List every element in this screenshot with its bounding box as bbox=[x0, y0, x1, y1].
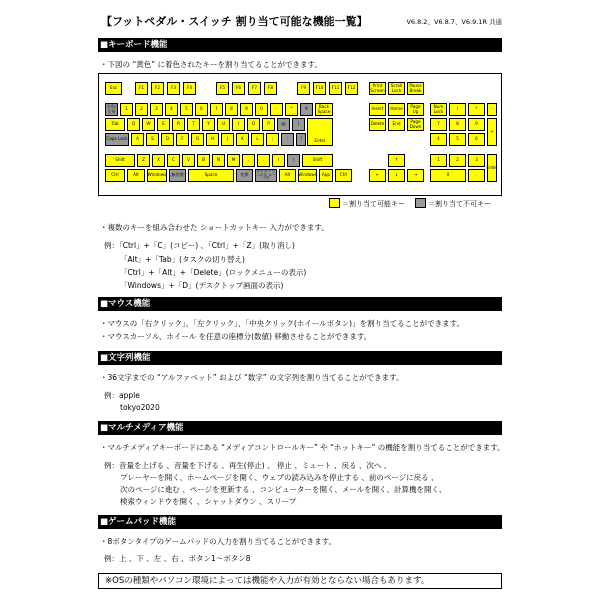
key-right-alt: Alt bbox=[279, 169, 296, 182]
keyboard-intro: ・下図の “黄色” に着色されたキーを割り当てることができます。 bbox=[100, 60, 322, 69]
key-left-ctrl: Ctrl bbox=[105, 169, 125, 182]
multimedia-line: ・マルチメディアキーボードにある “メディアコントロールキー” や “ホットキー” の機能を割り当てることができます。 bbox=[100, 443, 505, 452]
shortcut-example-3: 「Ctrl」+「Alt」+「Delete」(ロックメニューの表示) bbox=[120, 268, 307, 277]
multimedia-example-4: 検索ウィンドウを開く 、シャットダウン 、スリープ bbox=[120, 497, 297, 506]
key-f: F bbox=[176, 133, 189, 146]
gamepad-section-header: ■ゲームパッド機能 bbox=[98, 515, 502, 529]
keyboard-diagram bbox=[98, 73, 502, 196]
key-pause-break: Pause Break bbox=[407, 82, 424, 95]
page-title: 【フットペダル・スイッチ 割り当て可能な機能一覧】 bbox=[101, 15, 368, 28]
key-f11: F11 bbox=[329, 82, 342, 95]
key-tab: Tab bbox=[105, 118, 125, 131]
key-num-lock: Num Lock bbox=[430, 103, 447, 116]
key-space: Space bbox=[188, 169, 234, 182]
key-insert: Insert bbox=[369, 103, 386, 116]
key-s: S bbox=[146, 133, 159, 146]
key-arrow-down: ↓ bbox=[388, 169, 405, 182]
string-example-2: tokyo2020 bbox=[120, 403, 160, 412]
key-i: I bbox=[232, 118, 245, 131]
key-f3: F3 bbox=[167, 82, 180, 95]
multimedia-section-header: ■マルチメディア機能 bbox=[98, 421, 502, 435]
key-left-alt: Alt bbox=[127, 169, 145, 182]
key-numpad-asterisk: * bbox=[468, 103, 485, 116]
key-9: 9 bbox=[240, 103, 253, 116]
key-7: 7 bbox=[210, 103, 223, 116]
key-numpad-0: 0 bbox=[430, 169, 466, 182]
key-z: Z bbox=[137, 154, 150, 167]
key-yen: ¥ bbox=[300, 103, 313, 116]
key-hankaku: 半角/全角 bbox=[105, 103, 118, 116]
key-6: 6 bbox=[195, 103, 208, 116]
key-q: Q bbox=[127, 118, 140, 131]
key-arrow-left: ← bbox=[369, 169, 386, 182]
key-r: R bbox=[172, 118, 185, 131]
key-comma: , bbox=[242, 154, 255, 167]
key-2: 2 bbox=[135, 103, 148, 116]
key-left-shift: Shift bbox=[105, 154, 135, 167]
legend-assignable-label: ＝割り当て可能キー bbox=[342, 200, 405, 208]
key-numpad-6: 6 bbox=[468, 133, 485, 146]
key-semicolon: ; bbox=[266, 133, 279, 146]
footer-note: ※OSの種類やパソコン環境によっては機能や入力が有効とならない場合もあります。 bbox=[98, 573, 502, 589]
keyboard-section-header: ■キーボード機能 bbox=[98, 38, 502, 52]
key-w: W bbox=[142, 118, 155, 131]
key-n: N bbox=[212, 154, 225, 167]
mouse-section-header: ■マウス機能 bbox=[98, 297, 502, 311]
key-right-windows: Windows bbox=[298, 169, 317, 182]
key-caret: ^ bbox=[285, 103, 298, 116]
key-v: V bbox=[182, 154, 195, 167]
key-period: . bbox=[257, 154, 270, 167]
version-label: V6.8.2、V6.8.7、V6.9.1R 共通 bbox=[406, 18, 502, 26]
key-3: 3 bbox=[150, 103, 163, 116]
key-caps-lock: Caps Lock bbox=[105, 133, 129, 146]
string-section-header: ■文字列機能 bbox=[98, 351, 502, 365]
key-backspace: Back Space bbox=[315, 103, 333, 116]
key-scroll-lock: Scroll Lock bbox=[388, 82, 405, 95]
key-numpad-1: 1 bbox=[430, 154, 447, 167]
key-henkan: 変換 bbox=[236, 169, 253, 182]
key-kana: カタカナ ひらがな ローマ字 bbox=[256, 168, 276, 181]
key-numpad-5: 5 bbox=[449, 133, 466, 146]
key-u: U bbox=[217, 118, 230, 131]
mouse-line-2: ・マウスカーソル、ホイール を任意の座標分(数値) 移動させることができます。 bbox=[100, 332, 372, 341]
key-left-bracket: [ bbox=[292, 118, 305, 131]
key-o: O bbox=[247, 118, 260, 131]
key-right-bracket: ] bbox=[296, 133, 306, 146]
key-4: 4 bbox=[165, 103, 178, 116]
key-8: 8 bbox=[225, 103, 238, 116]
key-x: X bbox=[152, 154, 165, 167]
key-5: 5 bbox=[180, 103, 193, 116]
key-f10: F10 bbox=[313, 82, 326, 95]
key-0: 0 bbox=[255, 103, 268, 116]
mouse-line-1: ・マウスの「右クリック」、「左クリック」、「中央クリック(ホイールボタン)」を割り当てることができます。 bbox=[100, 319, 464, 328]
key-j: J bbox=[221, 133, 234, 146]
key-app: App bbox=[319, 169, 333, 182]
key-numpad-4: 4 bbox=[430, 133, 447, 146]
key-right-ctrl: Ctrl bbox=[335, 169, 352, 182]
key-f9: F9 bbox=[297, 82, 310, 95]
key-b: B bbox=[197, 154, 210, 167]
key-numpad-3: 3 bbox=[468, 154, 485, 167]
key-slash: / bbox=[272, 154, 285, 167]
key-c: C bbox=[167, 154, 180, 167]
key-f5: F5 bbox=[216, 82, 229, 95]
key-end: End bbox=[388, 118, 405, 131]
shortcut-example-1: 例：「Ctrl」+「C」(コピー) 、「Ctrl」+「Z」(取り消し) bbox=[104, 241, 295, 250]
key-k: K bbox=[236, 133, 249, 146]
key-page-up: Page Up bbox=[407, 103, 424, 116]
key-f4: F4 bbox=[183, 82, 196, 95]
gamepad-example: 例：上 、下 、左 、右 、ボタン1～ボタン8 bbox=[104, 554, 251, 563]
shortcut-example-4: 「Windows」+「D」(デスクトップ画面の表示) bbox=[120, 281, 284, 290]
key-f7: F7 bbox=[248, 82, 261, 95]
string-line: ・36文字までの “アルファベット” および “数字” の文字列を割り当てることができます。 bbox=[100, 373, 404, 382]
key-home: Home bbox=[388, 103, 405, 116]
key-numpad-slash: / bbox=[449, 103, 466, 116]
key-f6: F6 bbox=[232, 82, 245, 95]
key-numpad-minus: - bbox=[487, 103, 497, 116]
shortcut-text: ・複数のキーを組み合わせた ショートカットキー 入力ができます。 bbox=[100, 223, 329, 232]
key-f12: F12 bbox=[345, 82, 358, 95]
gamepad-line: ・8ボタンタイプのゲームパッドの入力を割り当てることができます。 bbox=[100, 537, 336, 546]
key-right-shift: Shift bbox=[302, 154, 333, 167]
key-minus: - bbox=[270, 103, 283, 116]
key-h: H bbox=[206, 133, 219, 146]
key-t: T bbox=[187, 118, 200, 131]
key-delete: Delete bbox=[369, 118, 386, 131]
key-page-down: Page Down bbox=[407, 118, 424, 131]
key-g: G bbox=[191, 133, 204, 146]
legend-not-assignable-swatch bbox=[415, 198, 426, 208]
key-left-windows: Windows bbox=[147, 169, 167, 182]
multimedia-example-3: 次のページに進む 、ページを更新する 、コンピューターを開く、メールを開く、計算機を開く、 bbox=[120, 485, 447, 494]
key-f2: F2 bbox=[151, 82, 164, 95]
key-numpad-period: . bbox=[468, 169, 485, 182]
key-f1: F1 bbox=[135, 82, 148, 95]
key-l: L bbox=[251, 133, 264, 146]
key-numpad-8: 8 bbox=[449, 118, 466, 131]
key-m: M bbox=[227, 154, 240, 167]
key-numpad-plus: + bbox=[487, 118, 497, 146]
multimedia-example-2: プレーヤーを開く、ホームページを開く、ウェブの読み込みを停止する 、前のページに戻る 、 bbox=[120, 473, 439, 482]
key-esc: Esc bbox=[105, 82, 122, 95]
key-print-screen: Print Screen bbox=[369, 82, 386, 95]
key-numpad-9: 9 bbox=[468, 118, 485, 131]
key-muhenkan: 無変換 bbox=[169, 169, 186, 182]
key-arrow-right: → bbox=[407, 169, 424, 182]
key-colon: : bbox=[281, 133, 294, 146]
key-d: D bbox=[161, 133, 174, 146]
key-a: A bbox=[131, 133, 144, 146]
key-numpad-enter: Enter bbox=[487, 154, 497, 182]
legend-not-assignable-label: ＝割り当て不可キー bbox=[428, 200, 491, 208]
key-numpad-7: 7 bbox=[430, 118, 447, 131]
key-y: Y bbox=[202, 118, 215, 131]
key-arrow-up: ↑ bbox=[388, 154, 405, 167]
key-at: @ bbox=[277, 118, 290, 131]
key-f8: F8 bbox=[264, 82, 277, 95]
legend-assignable-swatch bbox=[329, 198, 340, 208]
key-backslash: \ bbox=[287, 154, 300, 167]
key-numpad-2: 2 bbox=[449, 154, 466, 167]
string-example-1: 例：apple bbox=[104, 391, 140, 400]
key-enter: Enter bbox=[307, 118, 333, 146]
key-p: P bbox=[262, 118, 275, 131]
multimedia-example-1: 例：音量を上げる 、音量を下げる 、再生(停止) 、 停止 、ミュート 、戻る 、次へ 、 bbox=[104, 461, 392, 470]
shortcut-example-2: 「Alt」+「Tab」(タスクの切り替え) bbox=[120, 255, 245, 264]
key-1: 1 bbox=[120, 103, 133, 116]
key-e: E bbox=[157, 118, 170, 131]
